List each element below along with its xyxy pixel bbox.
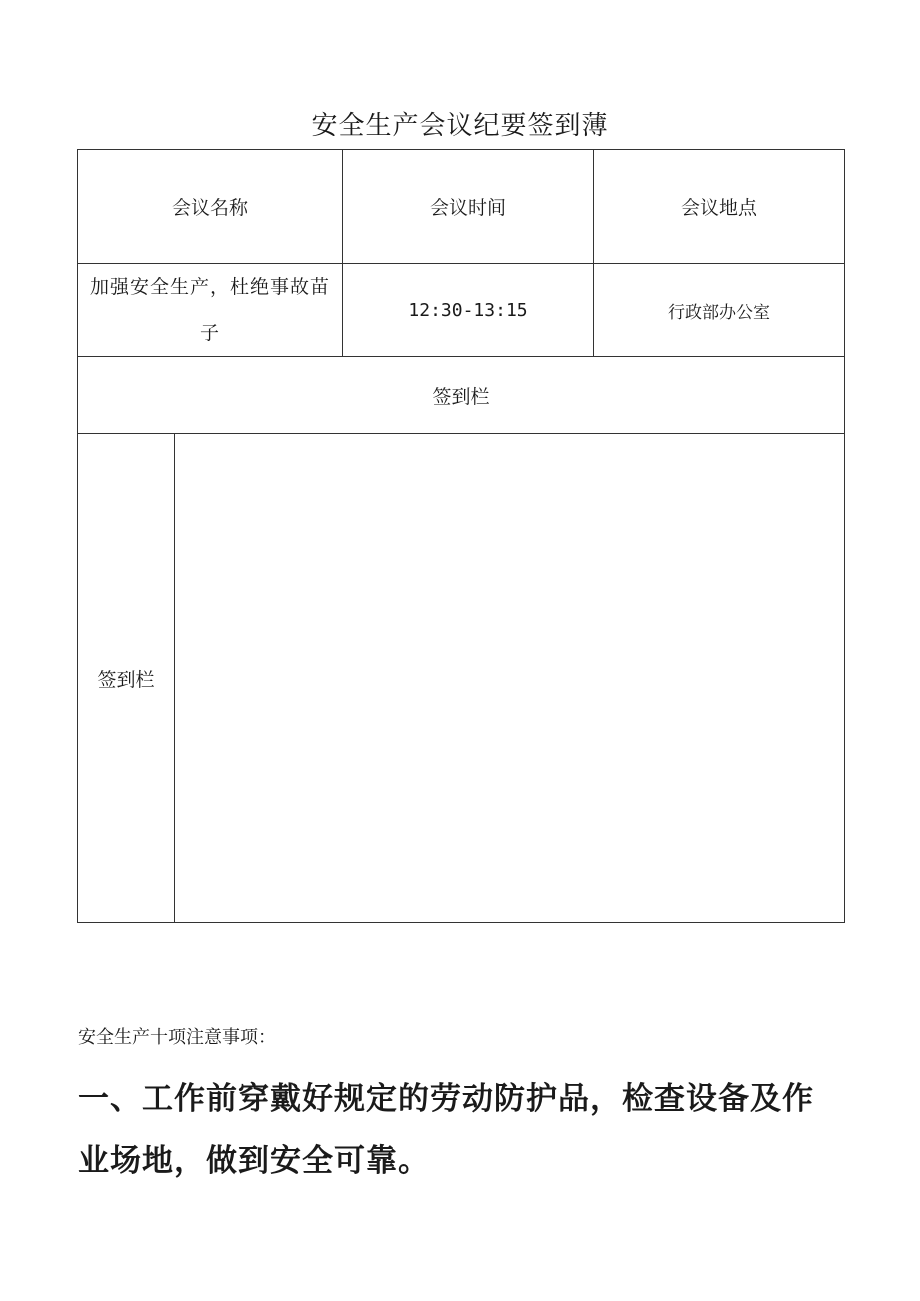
meeting-place-cell	[594, 264, 845, 357]
signin-label: 签到栏	[78, 434, 175, 923]
signin-header: 签到栏	[78, 357, 845, 434]
header-row	[78, 150, 845, 264]
meeting-row	[78, 264, 845, 357]
header-meeting-time: 会议时间	[343, 150, 594, 264]
signin-table	[77, 149, 845, 923]
meeting-name-cell	[78, 264, 343, 357]
signin-row	[78, 434, 845, 923]
document-title: 安全生产会议纪要签到薄	[311, 111, 609, 141]
meeting-place-value: 行政部办公室	[668, 302, 771, 323]
signin-header-row	[78, 357, 845, 434]
signature-area[interactable]	[175, 434, 845, 923]
header-meeting-place: 会议地点	[594, 150, 845, 264]
notice-item-1: 一、工作前穿戴好规定的劳动防护品，检查设备及作业场地，做到安全可靠。	[78, 1081, 814, 1179]
header-meeting-name: 会议名称	[78, 150, 343, 264]
notice-heading: 安全生产十项注意事项：	[78, 1027, 276, 1048]
meeting-time-value: 12:30-13:15	[408, 300, 528, 321]
meeting-name-value: 加强安全生产，杜绝事故苗子	[89, 276, 330, 344]
meeting-time-cell	[343, 264, 594, 357]
